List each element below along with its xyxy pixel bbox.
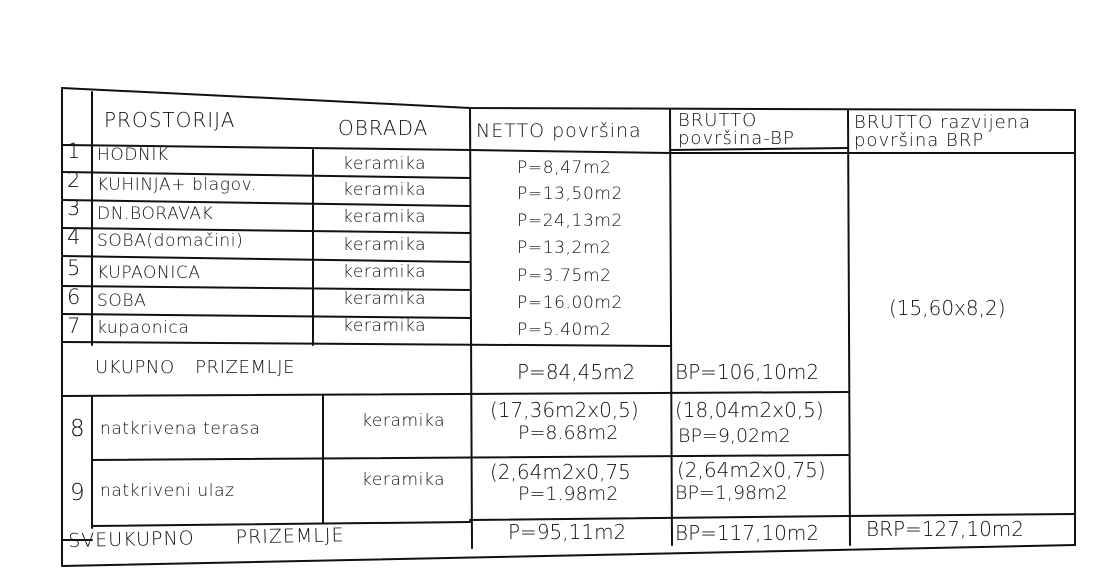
row-number: 2 (67, 168, 81, 192)
row-number: 1 (67, 139, 81, 163)
room-name: natkrivena terasa (100, 419, 261, 439)
header-dev-line1: BRUTTO razvijena (854, 112, 1032, 133)
finish-value: keramika (343, 316, 427, 336)
row-number: 3 (67, 196, 81, 220)
grand-total-gross: BP=117,10m2 (675, 521, 820, 545)
row-number: 5 (67, 256, 81, 280)
row-number: 7 (67, 314, 81, 338)
net-area: P=3.75m2 (517, 266, 612, 286)
finish-value: keramika (343, 289, 427, 309)
grand-total-net: P=95,11m2 (508, 520, 627, 544)
finish-value: keramika (343, 235, 427, 255)
room-name: KUPAONICA (97, 263, 201, 283)
room-name: SOBA (97, 291, 147, 311)
row-number: 9 (70, 480, 85, 506)
gross-area: BP=9,02m2 (678, 425, 791, 447)
finish-value: keramika (343, 154, 427, 174)
net-formula: (2,64m2x0,75 (490, 460, 631, 484)
room-name: HODNIK (97, 145, 169, 165)
room-name: natkriveni ulaz (100, 481, 235, 501)
ground-total-net: P=84,45m2 (517, 360, 636, 384)
finish-value: keramika (343, 180, 427, 200)
gross-area: BP=1,98m2 (675, 482, 788, 504)
header-gross-line1: BRUTTO (678, 110, 758, 131)
row-number: 4 (67, 225, 81, 249)
header-gross-line2: površina-BP (678, 128, 795, 149)
header-room: PROSTORIJA (104, 108, 236, 132)
net-area: P=13,50m2 (517, 184, 623, 204)
header-finish: OBRADA (338, 116, 429, 140)
room-name: KUHINJA+ blagov. (97, 175, 257, 195)
room-name: DN.BORAVAK (97, 204, 214, 224)
ground-total-gross: BP=106,10m2 (675, 360, 820, 384)
finish-value: keramika (343, 262, 427, 282)
gross-formula: (2,64m2x0,75) (677, 458, 826, 482)
header-dev-line2: površina BRP (854, 130, 985, 151)
row-number: 8 (70, 416, 85, 442)
row-number: 6 (67, 285, 81, 309)
gross-formula: (18,04m2x0,5) (675, 398, 824, 422)
finish-value: keramika (362, 470, 446, 490)
net-area: P=16.00m2 (517, 293, 623, 313)
room-name: kupaonica (97, 318, 190, 338)
net-area: P=1.98m2 (518, 483, 619, 505)
net-area: P=5.40m2 (517, 320, 612, 340)
finish-value: keramika (362, 411, 446, 431)
header-net: NETTO površina (476, 120, 642, 142)
net-area: P=13,2m2 (517, 238, 612, 258)
net-area: P=8,47m2 (517, 158, 612, 178)
net-area: P=8.68m2 (518, 422, 619, 444)
brp-formula: (15,60x8,2) (889, 296, 1006, 320)
ground-total-label: UKUPNO PRIZEMLJE (95, 357, 296, 378)
room-name: SOBA(domačini) (97, 231, 244, 251)
grand-total-label: SVEUKUPNO PRIZEMLJE (67, 524, 345, 552)
grand-total-dev: BRP=127,10m2 (866, 517, 1024, 541)
net-area: P=24,13m2 (517, 211, 623, 231)
net-formula: (17,36m2x0,5) (490, 398, 639, 422)
finish-value: keramika (343, 207, 427, 227)
